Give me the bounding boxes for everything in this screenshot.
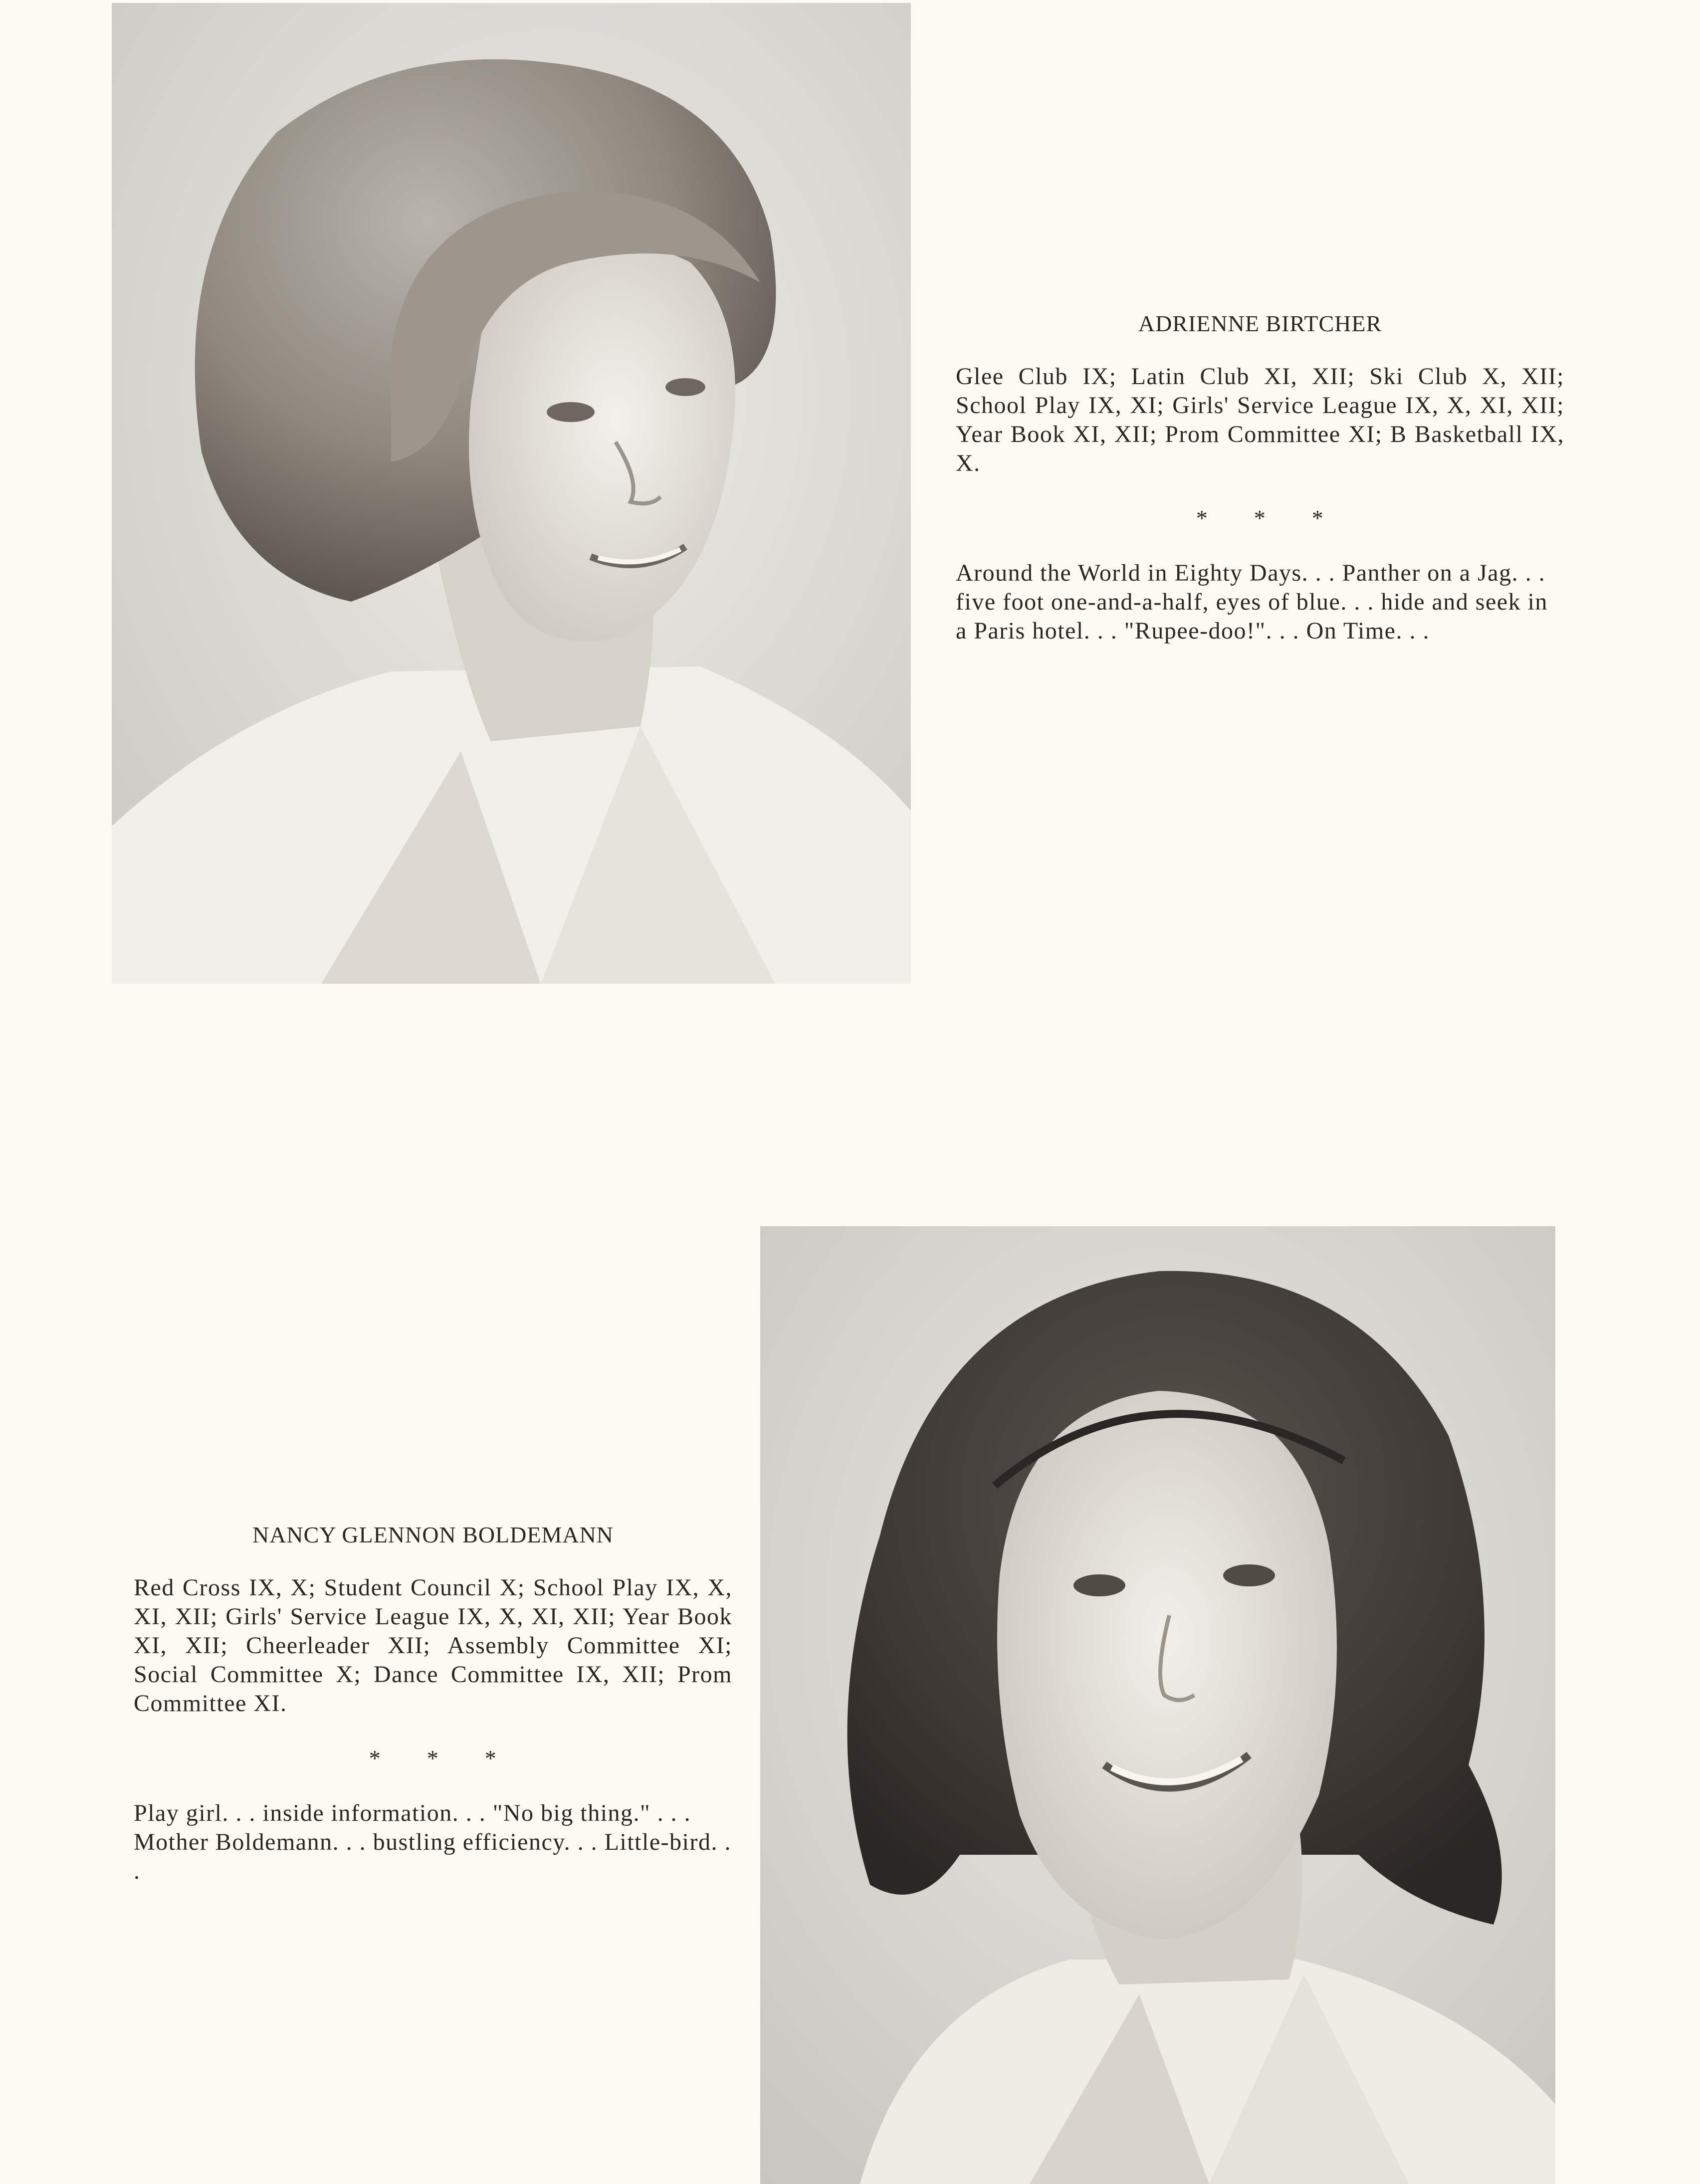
student-activities: Red Cross IX, X; Student Council X; School Play IX, X, XI, XII; Girls' Service League IX, X, XI, XII; Year Book XI, XII; Cheerleader XII; Assembly Committee XI; Social Committee X; Dance Committee IX, XII; Prom Committee XI. bbox=[134, 1574, 732, 1717]
portrait-image bbox=[760, 1226, 1555, 2184]
star: * bbox=[1311, 505, 1324, 531]
student-quotes: Around the World in Eighty Days. . . Panther on a Jag. . . five foot one-and-a-half, eyes of blue. . . hide and seek in a Paris hotel. . . "Rupee-doo!". . . On Time. . . bbox=[956, 560, 1548, 644]
student-activities: Glee Club IX; Latin Club XI, XII; Ski Club X, XII; School Play IX, XI; Girls' Service League IX, X, XI, XII; Year Book XI, XII; Prom Committee XI; B Basketball IX, X. bbox=[956, 363, 1564, 476]
star: * bbox=[426, 1746, 439, 1771]
separator-stars bbox=[956, 504, 1564, 533]
star: * bbox=[484, 1746, 497, 1771]
portrait-photo-adrienne bbox=[112, 3, 911, 984]
student-quotes: Play girl. . . inside information. . . "No big thing." . . . Mother Boldemann. . . bustling efficiency. . . Little-bird. . . bbox=[134, 1800, 731, 1884]
portrait-image bbox=[112, 3, 911, 984]
star: * bbox=[369, 1746, 382, 1771]
portrait-photo-nancy bbox=[760, 1226, 1555, 2184]
student-name: NANCY GLENNON BOLDEMANN bbox=[252, 1522, 614, 1547]
student-bio-adrienne bbox=[956, 309, 1564, 646]
separator-stars bbox=[134, 1744, 732, 1773]
star: * bbox=[1254, 505, 1267, 531]
star: * bbox=[1196, 505, 1209, 531]
student-bio-nancy bbox=[134, 1521, 732, 1886]
student-name: ADRIENNE BIRTCHER bbox=[1138, 311, 1382, 336]
